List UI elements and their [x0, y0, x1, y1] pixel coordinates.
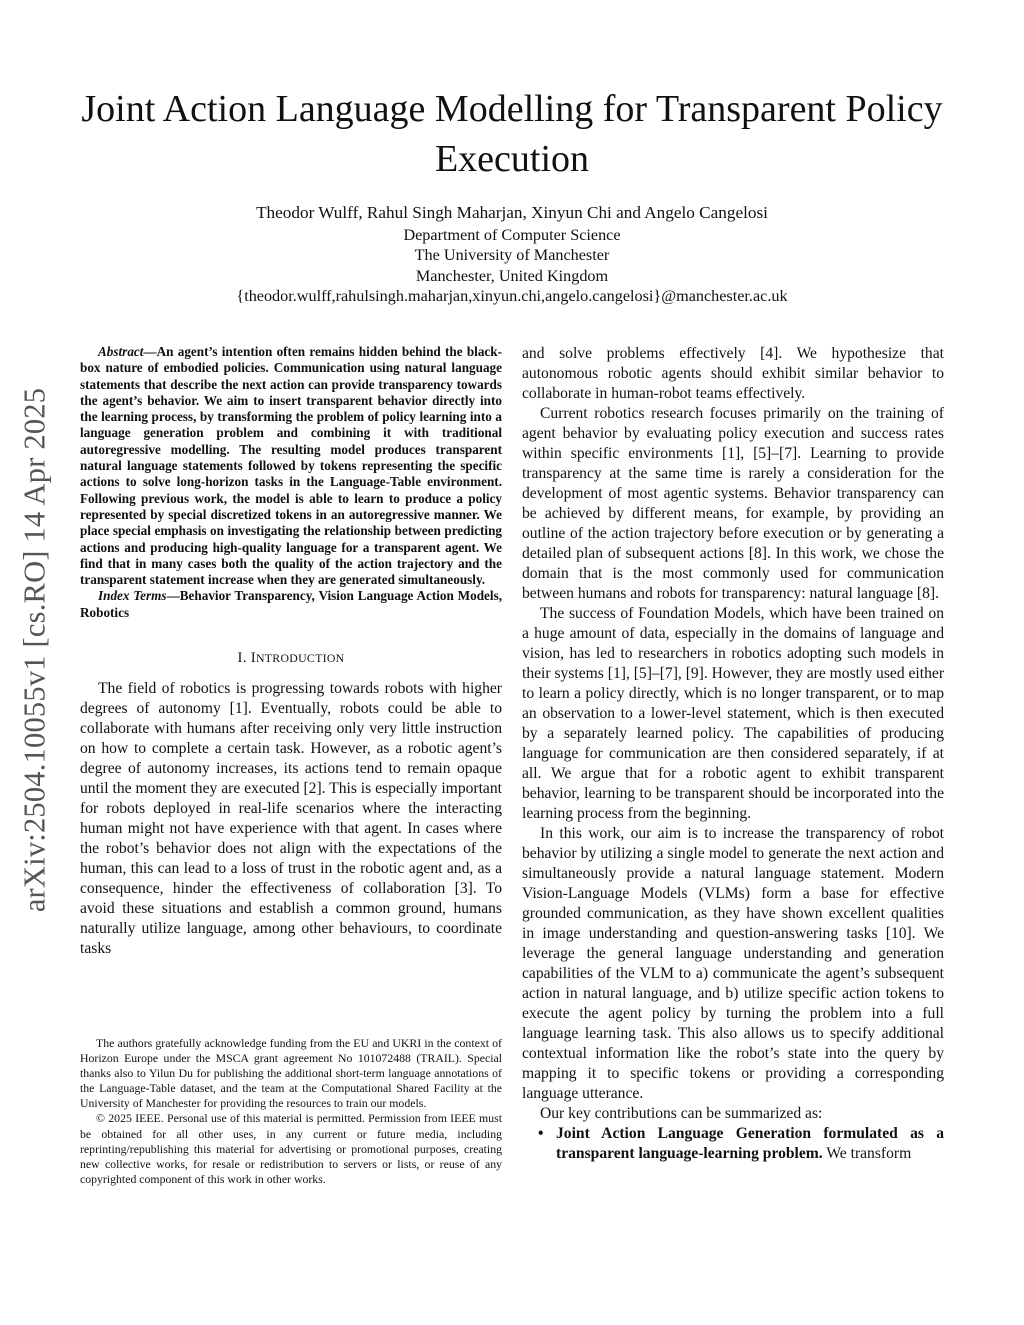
- intro-paragraph: Current robotics research focuses primarily on the training of agent behavior by evaluating policy execution and success rates within specific environments [1], [5]–[7]. Learning to provide transparency at the same time is rarely a consideration for the development of most agentic systems. Behavior transparency can be achieved by different means, for example, by providing an outline of the action trajectory before execution or by generating a detailed plan of subsequent actions [8]. In this work, we chose the domain that is the most commonly used for communication between humans and robots for transparency: natural language [8].: [522, 405, 944, 602]
- intro-paragraph: In this work, our aim is to increase the transparency of robot behavior by utilizing a single model to generate the next action and simultaneously provide a natural language statement. Modern Vision-Language Models (VLMs) form a base for effective grounded communication, as they have shown excellent qualities in image understanding and question-answering tasks [10]. We leverage the general language understanding and generation capabilities of the VLM to a) communicate the agent’s subsequent action in natural language, and b) utilize specific action tokens to execute the agent policy by turning the problem into a full language learning task. This also allows us to specify additional contextual information like the robot’s state into the query by mapping it to specific tokens or providing a corresponding language utterance.: [522, 825, 944, 1102]
- index-terms-lead: Index Terms: [98, 588, 167, 604]
- arxiv-sidebar: [10, 350, 60, 950]
- intro-continuation: and solve problems effectively [4]. We hypothesize that autonomous robotic agents should exhibit similar behavior to collaborate in human-robot teams effectively.: [522, 345, 944, 402]
- arxiv-identifier: arXiv:2504.10055v1 [cs.RO] 14 Apr 2025: [17, 387, 52, 913]
- section-title-initial: I: [250, 650, 256, 667]
- paper-title: Joint Action Language Modelling for Transparent Policy Execution: [81, 88, 943, 180]
- author-names: Theodor Wulff, Rahul Singh Maharjan, Xinyun Chi and Angelo Cangelosi: [256, 203, 768, 222]
- abstract: [80, 344, 502, 588]
- contributions-intro: Our key contributions can be summarized as:: [540, 1105, 823, 1122]
- intro-paragraph: The field of robotics is progressing towards robots with higher degrees of autonomy [1]. Eventually, robots could be able to collaborate with humans after receiving only very little instruction on how to complete a certain task. However, as a robotic agent’s degree of autonomy increases, its actions tend to remain opaque until the moment they are executed [2]. This is especially important for robots deployed in real-life scenarios where the interacting human might not have experience with that agent. In cases where the robot’s behavior does not align with the expectations of the human, this can lead to a loss of trust in the robotic agent and, as a consequence, hinder the effectiveness of collaboration [3]. To avoid these situations and establish a common ground, humans naturally utilize language, among other behaviours, to coordinate tasks: [80, 680, 502, 958]
- author-email: {theodor.wulff,rahulsingh.maharjan,xinyun.chi,angelo.cangelosi}@manchester.ac.uk: [236, 287, 788, 306]
- section-number: I.: [237, 650, 247, 667]
- author-department: Department of Computer Science: [403, 225, 621, 244]
- section-title-rest: NTRODUCTION: [255, 651, 345, 666]
- contributions-list: [522, 1124, 944, 1164]
- left-column: [80, 344, 502, 959]
- footnote-block: [80, 1036, 502, 1187]
- index-terms: [80, 588, 502, 621]
- author-university: The University of Manchester: [414, 246, 610, 265]
- contribution-text: We transform: [822, 1145, 912, 1162]
- author-block: [80, 203, 944, 307]
- abstract-lead: Abstract: [98, 344, 144, 359]
- contribution-item: [556, 1124, 944, 1164]
- index-terms-text: —Behavior Transparency, Vision Language Action Models, Robotics: [80, 588, 502, 620]
- section-heading-introduction: [80, 648, 502, 668]
- author-location: Manchester, United Kingdom: [415, 266, 609, 285]
- abstract-text: —An agent’s intention often remains hidden behind the black-box nature of embodied policies. Communication using natural language statements that describe the next action can provide transparency towards the agent’s behavior. We aim to insert transparent behavior directly into the learning process, by transforming the problem of policy learning into a language generation problem and combining it with traditional autoregressive modelling. The resulting model produces transparent natural language statements followed by tokens representing the specific actions to solve long-horizon tasks in the Language-Table environment. Following previous work, the model is able to learn to produce a policy represented by special discretized tokens in an autoregressive manner. We place special emphasis on investigating the relationship between predicting actions and producing high-quality language for a transparent agent. We find that in many cases both the quality of the action trajectory and the transparent statement increase when they are generated simultaneously.: [80, 344, 502, 588]
- contribution-bold: Joint Action Language Generation formulated as a transparent language-learning problem.: [556, 1125, 944, 1162]
- right-column: [522, 344, 944, 1164]
- intro-paragraph: The success of Foundation Models, which have been trained on a huge amount of data, especially in the domains of language and vision, has led to researchers in robotics adopting such models in their systems [1], [5]–[7], [9]. However, they are mostly used either to learn a policy directly, which is no longer transparent, or to map an observation to a lower-level statement, which is then executed by a separately learned policy. The capabilities of producing language for communication are then considered separately, if at all. We argue that for a robotic agent to exhibit transparent behavior, learning to be transparent should be incorporated into the learning process from the beginning.: [522, 605, 945, 822]
- funding-footnote: The authors gratefully acknowledge funding from the EU and UKRI in the context of Horizon Europe under the MSCA grant agreement No 101072488 (TRAIL). Special thanks also to Yilun Du for publishing the additional short-term language annotations of the Language-Table dataset, and the team at the Computational Shared Facility at the University of Manchester for providing the resources to train our models.: [80, 1036, 502, 1111]
- copyright-footnote: © 2025 IEEE. Personal use of this material is permitted. Permission from IEEE must be obtained for all other uses, in any current or future media, including reprinting/republishing this material for advertising or promotional purposes, creating new collective works, for resale or redistribution to servers or lists, or reuse of any copyrighted component of this work in other works.: [80, 1111, 502, 1186]
